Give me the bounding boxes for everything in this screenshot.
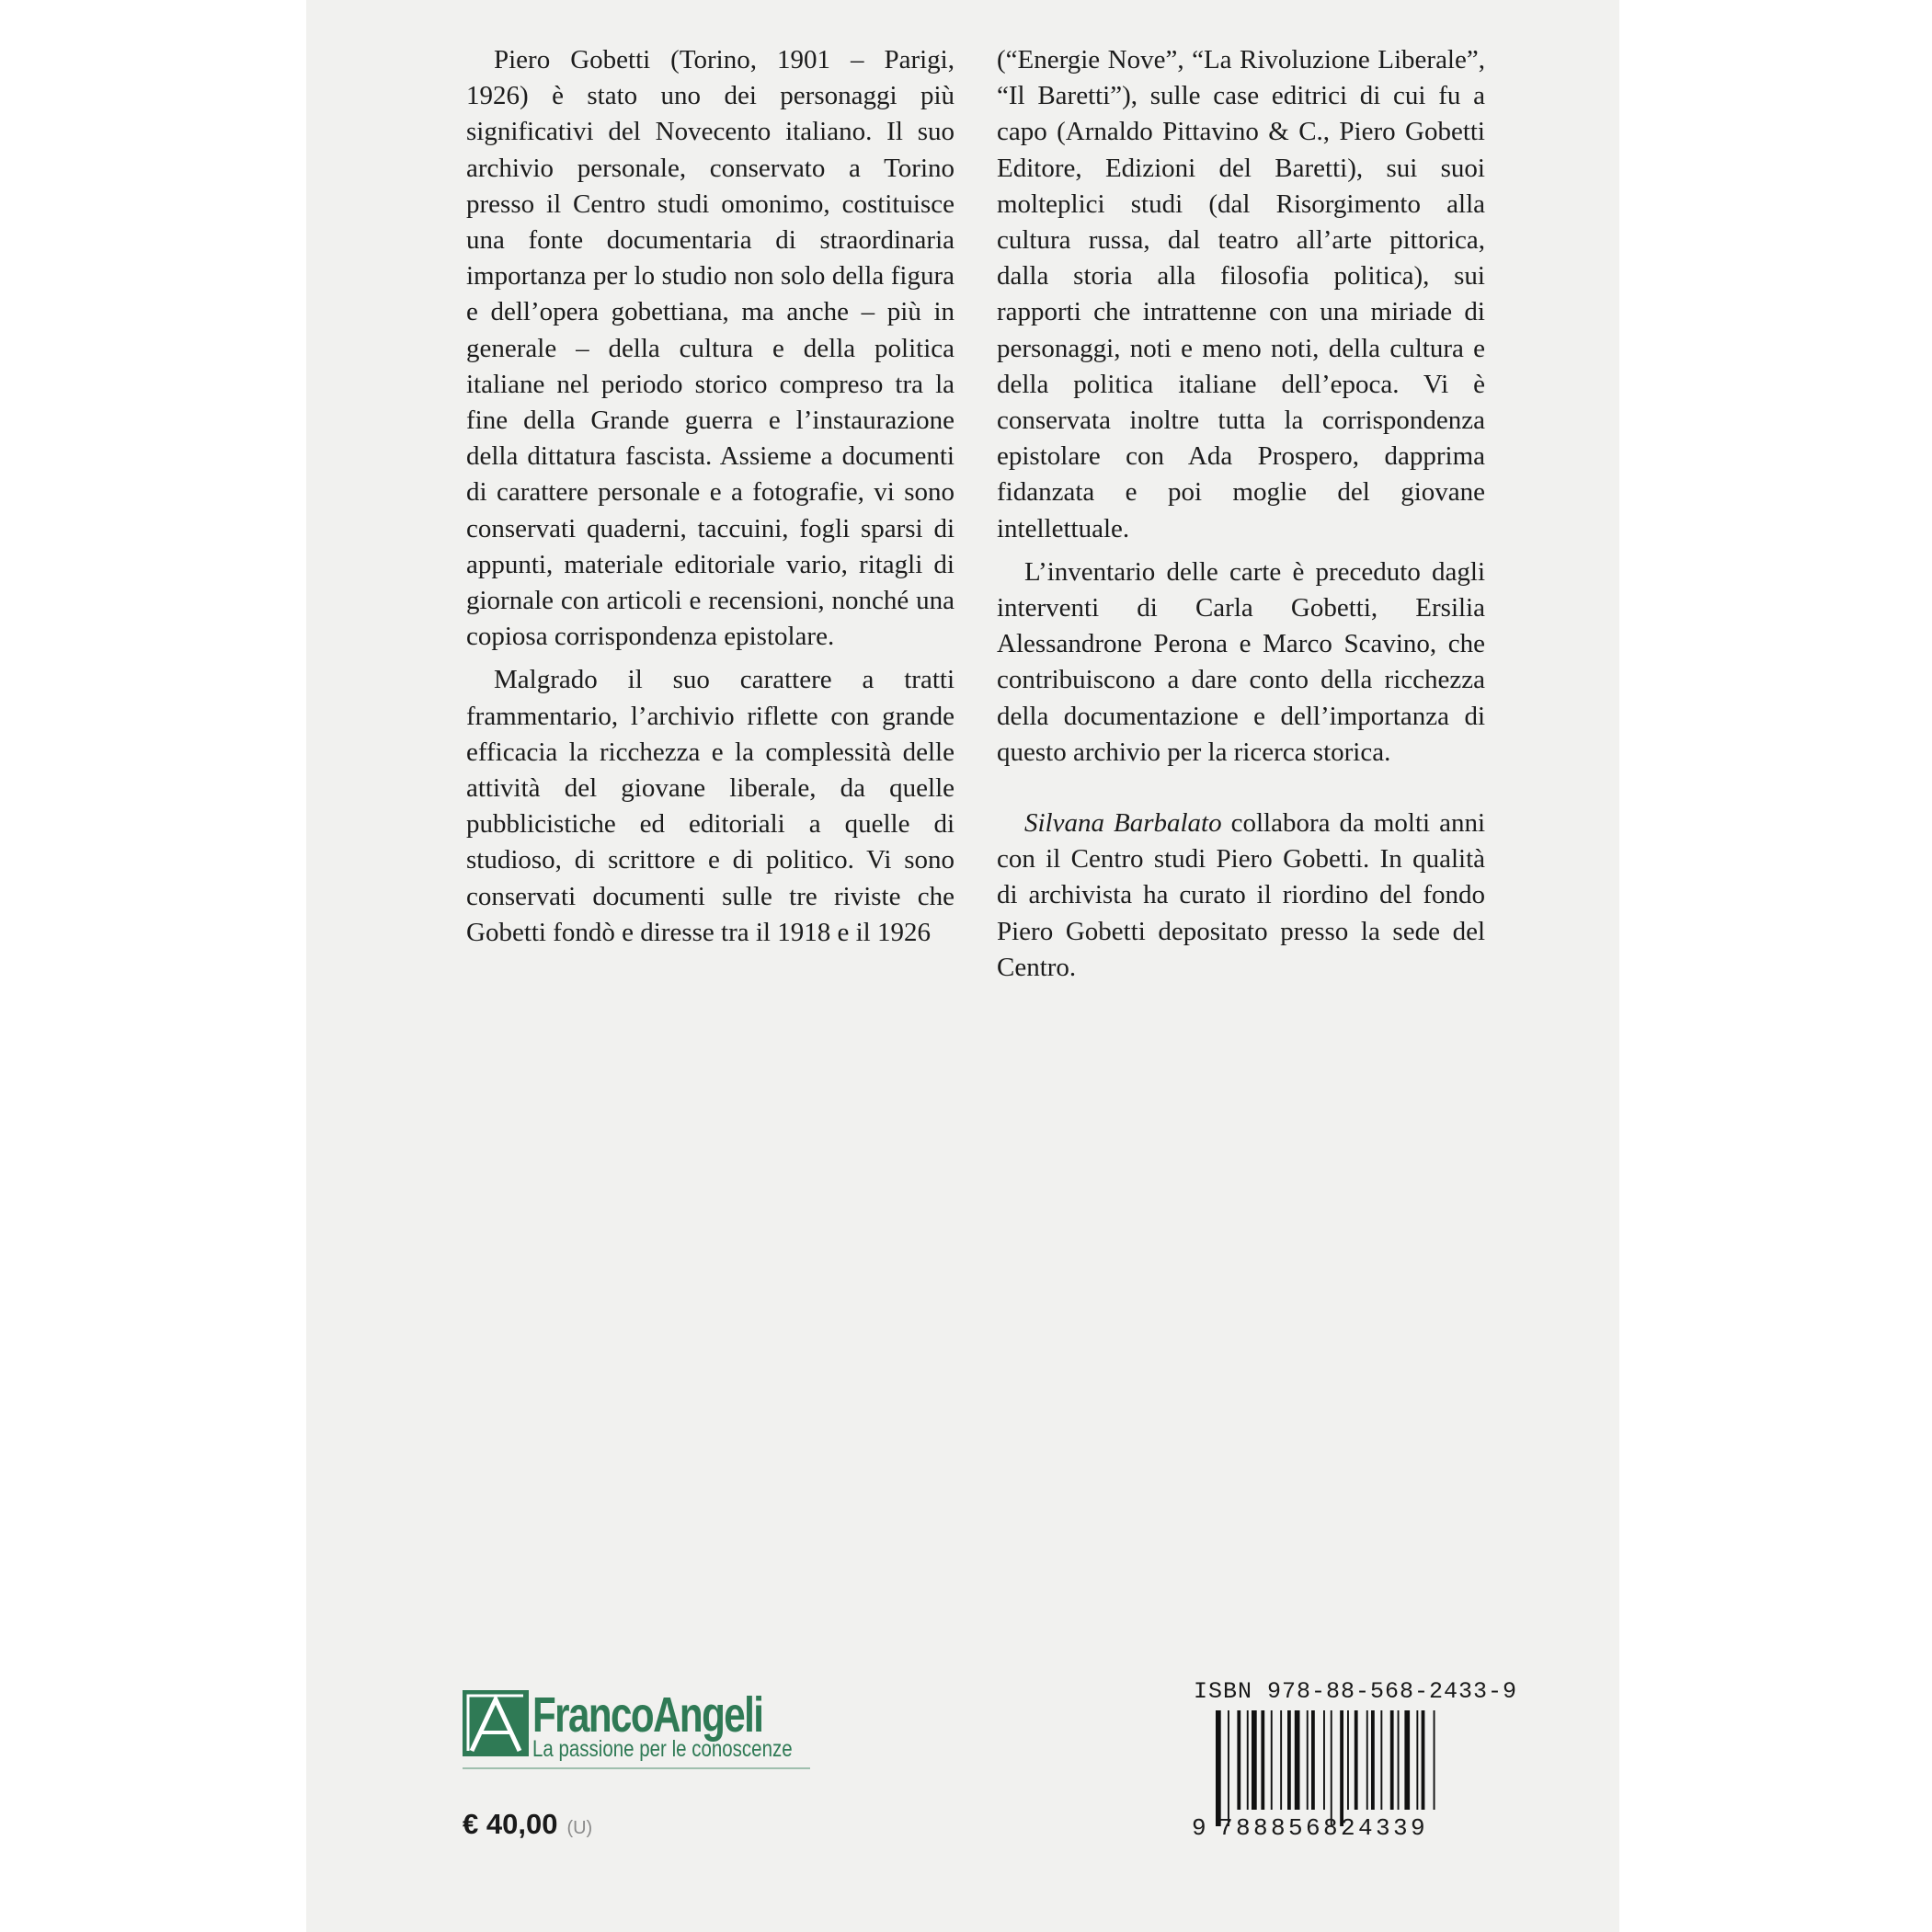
publisher-logo-icon (463, 1690, 529, 1756)
price-code: (U) (566, 1818, 593, 1838)
publisher-rule (463, 1767, 810, 1769)
blurb-paragraph: L’inventario delle carte è preceduto dagli interventi di Carla Gobetti, Ersilia Alessandrone Perona e Marco Scavino, che contribuiscono a dare conto della ricchezza della documentazione e dell’importanza di questo archivio per la ricerca storica. (997, 556, 1485, 767)
isbn-label: ISBN 978-88-568-2433-9 (1194, 1678, 1518, 1705)
price-amount: € 40,00 (463, 1808, 558, 1840)
barcode-bar (1295, 1710, 1300, 1810)
blurb-paragraph: (“Energie Nove”, “La Rivoluzione Liberale”, “Il Baretti”), sulle case editrici di cui fu a capo (Arnaldo Pittavino & C., Piero Gobetti Editore, Edizioni del Baretti), sui suoi molteplici studi (dal Risorgimento alla cultura russa, dal teatro all’arte pittorica, dalla storia alla filosofia politica), sui rapporti che intrattenne con una miriade di personaggi, noti e meno noti, della cultura e della politica italiane dell’epoca. Vi è conservata inoltre tutta la corrispondenza epistolare con Ada Prospero, dapprima fidanzata e poi moglie del giovane intellettuale. (997, 45, 1485, 543)
author-bio (997, 806, 1485, 986)
author-bio-text: collabora da molti anni con il Centro studi Piero Gobetti. In qualità di archivista ha curato il riordino del fondo Piero Gobetti depositato presso la sede del Centro. (997, 808, 1485, 982)
barcode-bar (1311, 1710, 1315, 1810)
barcode-bar (1252, 1710, 1257, 1810)
barcode-bar (1371, 1710, 1375, 1810)
barcode-bar (1287, 1710, 1291, 1810)
barcode-bar (1390, 1710, 1394, 1810)
author-name: Silvana Barbalato (1024, 808, 1222, 839)
barcode-bar (1280, 1710, 1282, 1810)
publisher-name: FrancoAngeli (532, 1687, 763, 1743)
barcode-bar (1237, 1710, 1240, 1810)
barcode-bar (1331, 1710, 1332, 1826)
barcode-bar (1366, 1710, 1368, 1810)
publisher-tagline: La passione per le conoscenze (532, 1736, 793, 1762)
barcode-digits: 788856824339 (1218, 1814, 1429, 1842)
barcode-bar (1404, 1710, 1410, 1810)
barcode-bar (1323, 1710, 1325, 1810)
barcode-bar (1216, 1710, 1221, 1826)
barcode-bar (1422, 1710, 1425, 1810)
barcode-bar (1261, 1710, 1264, 1810)
barcode-digit-first: 9 (1192, 1814, 1206, 1842)
barcode-bar (1347, 1710, 1349, 1810)
price (463, 1808, 592, 1841)
barcode-bar (1247, 1710, 1249, 1810)
blurb-right-column (997, 42, 1485, 993)
barcode-bar (1355, 1710, 1358, 1810)
barcode-bar (1434, 1710, 1435, 1810)
barcode-bar (1271, 1710, 1273, 1810)
barcode-bar (1340, 1710, 1343, 1826)
barcode-bar (1380, 1710, 1382, 1810)
barcode-bar (1416, 1710, 1418, 1810)
barcode-bar (1228, 1710, 1229, 1826)
barcode-bar (1307, 1710, 1309, 1810)
blurb-paragraph: Malgrado il suo carattere a tratti frammentario, l’archivio riflette con grande efficacia la ricchezza e la complessità delle attività del giovane liberale, da quelle pubblicistiche ed editoriali a quelle di studioso, di scrittore e di politico. Vi sono conservati documenti sulle tre riviste che Gobetti fondò e diresse tra il 1918 e il 1926 (466, 665, 955, 947)
barcode-bar (1398, 1710, 1400, 1810)
blurb-left-column (466, 42, 955, 958)
blurb-paragraph: Piero Gobetti (Torino, 1901 – Parigi, 1926) è stato uno dei personaggi più significativi del Novecento italiano. Il suo archivio personale, conservato a Torino presso il Centro studi omonimo, costituisce una fonte documentaria di straordinaria importanza per lo studio non solo della figura e dell’opera gobettiana, ma anche – più in generale – della cultura e della politica italiane nel periodo storico compreso tra la fine della Grande guerra e l’instaurazione della dittatura fascista. Assieme a documenti di carattere personale e a fotografie, vi sono conservati quaderni, taccuini, fogli sparsi di appunti, materiale editoriale vario, ritagli di giornale con articoli e recensioni, nonché una copiosa corrispondenza epistolare. (466, 45, 955, 652)
